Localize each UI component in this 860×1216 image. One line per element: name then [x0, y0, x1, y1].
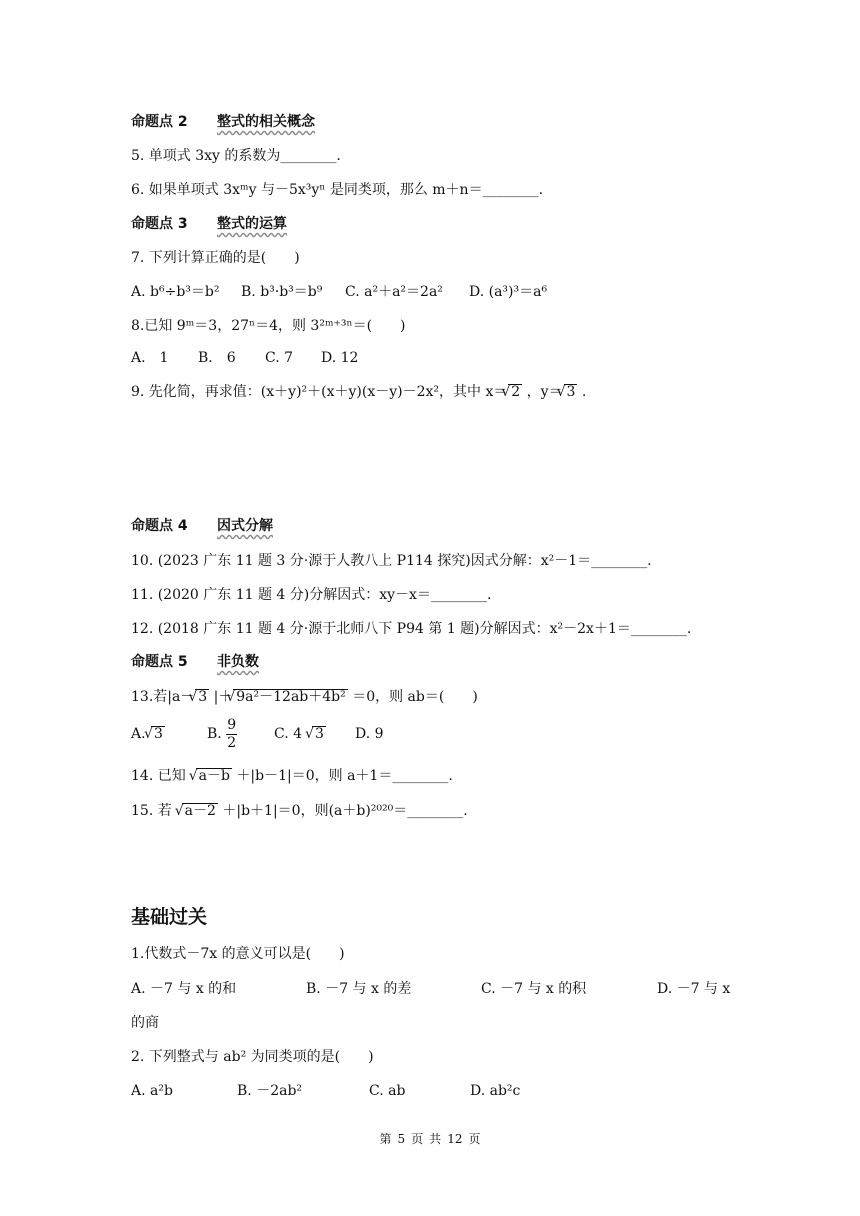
- question-5: 5. 单项式 3xy 的系数为________.: [131, 148, 341, 164]
- basic-question-1: 1.代数式－7x 的意义可以是( ): [131, 946, 345, 962]
- option-a: A. b⁶÷b³＝b²: [131, 284, 220, 300]
- option-b: B. －2ab²: [237, 1083, 303, 1099]
- question-13-text: |＋: [209, 689, 233, 705]
- question-11: 11. (2020 广东 11 题 4 分)分解因式：xy－x＝________.: [131, 587, 492, 603]
- question-8-options: [131, 348, 358, 368]
- question-15: [131, 801, 468, 821]
- denominator: 2: [227, 734, 237, 751]
- question-8: 8.已知 9ᵐ＝3，27ⁿ＝4，则 3²ᵐ⁺³ⁿ＝( ): [131, 318, 406, 334]
- question-14-text: 14. 已知: [131, 768, 186, 784]
- option-d: D. 12: [321, 350, 359, 366]
- question-9-text: ，y＝: [522, 384, 563, 400]
- sqrt-expression: √ 2: [508, 384, 522, 400]
- option-c: C. a²＋a²＝2a²: [345, 284, 443, 300]
- section-heading-4: [131, 516, 273, 536]
- option-d: D. 9: [355, 726, 384, 742]
- numerator: 9: [227, 716, 237, 733]
- option-label: C. 4: [274, 726, 303, 742]
- section-heading-5: [131, 652, 259, 672]
- option-b: B. －7 与 x 的差: [306, 981, 412, 997]
- footer-text: 页: [411, 1132, 424, 1146]
- option-c: C. 7: [265, 350, 294, 366]
- heading-number: 命题点 2: [131, 114, 188, 130]
- sqrt-expression: √ a－2: [182, 803, 218, 819]
- option-d: D. ab²c: [470, 1083, 521, 1099]
- option-c: [274, 716, 355, 752]
- section-heading-2: [131, 112, 315, 132]
- heading-title: 整式的相关概念: [217, 114, 315, 130]
- question-13-options: [131, 716, 384, 752]
- section-heading-3: [131, 214, 287, 234]
- sqrt-expression: √ 3: [564, 384, 578, 400]
- option-b: [207, 716, 274, 752]
- question-15-text: ＋|b＋1|＝0，则(a＋b)²⁰²⁰＝________.: [217, 803, 468, 819]
- question-14-text: ＋|b－1|＝0，则 a＋1＝________.: [231, 768, 453, 784]
- heading-number: 命题点 3: [131, 216, 188, 232]
- current-page-number: 5: [397, 1132, 406, 1146]
- question-13-text: ＝0，则 ab＝( ): [347, 689, 478, 705]
- sqrt-expression: √ 9a²－12ab＋4b²: [233, 689, 347, 705]
- footer-text: 第: [379, 1132, 392, 1146]
- sqrt-expression: √ 3: [312, 726, 326, 742]
- option-d-continuation: 的商: [131, 1015, 159, 1031]
- sqrt-expression: √ 3: [151, 726, 165, 742]
- total-pages: 12: [447, 1132, 463, 1146]
- heading-title: 非负数: [217, 654, 259, 670]
- heading-title: 整式的运算: [217, 216, 287, 232]
- heading-number: 命题点 4: [131, 518, 188, 534]
- basic-question-2: 2. 下列整式与 ab² 为同类项的是( ): [131, 1049, 374, 1065]
- question-10: 10. (2023 广东 11 题 3 分·源于人教八上 P114 探究)因式分解：x²－1＝________.: [131, 553, 652, 569]
- question-9: [131, 382, 586, 402]
- footer-text: 共: [429, 1132, 442, 1146]
- question-9-text: .: [577, 384, 587, 400]
- option-a: A. －7 与 x 的和: [131, 981, 237, 997]
- sqrt-expression: √ 3: [195, 689, 209, 705]
- option-d: D. (a³)³＝a⁶: [469, 284, 548, 300]
- question-15-text: 15. 若: [131, 803, 172, 819]
- option-b: B. 6: [198, 350, 236, 366]
- option-label: B.: [207, 726, 222, 742]
- footer-text: 页: [468, 1132, 481, 1146]
- option-c: C. －7 与 x 的积: [481, 981, 587, 997]
- option-a: A. 1: [131, 350, 169, 366]
- option-b: B. b³·b³＝b⁹: [241, 284, 323, 300]
- question-12: 12. (2018 广东 11 题 4 分·源于北师八下 P94 第 1 题)分解因式：x²－2x＋1＝________.: [131, 621, 692, 637]
- basic-question-2-options: [131, 1081, 520, 1101]
- question-9-text: 9. 先化简，再求值：(x＋y)²＋(x＋y)(x－y)－2x²，其中 x＝: [131, 384, 508, 400]
- section-title: 基础过关: [131, 906, 208, 928]
- fraction: [226, 717, 237, 752]
- heading-number: 命题点 5: [131, 654, 188, 670]
- option-label: A.: [131, 726, 146, 742]
- question-7-options: [131, 282, 547, 302]
- heading-title: 因式分解: [217, 518, 273, 534]
- sqrt-expression: √ a－b: [196, 768, 232, 784]
- basic-question-1-options: [131, 979, 730, 999]
- question-7: 7. 下列计算正确的是( ): [131, 250, 300, 266]
- page-footer: [0, 1130, 860, 1147]
- question-14: [131, 766, 453, 786]
- option-c: C. ab: [369, 1083, 406, 1099]
- question-13-text: 13.若|a－: [131, 689, 195, 705]
- question-13: [131, 687, 478, 707]
- option-a: A. a²b: [131, 1083, 173, 1099]
- question-6: 6. 如果单项式 3xᵐy 与－5x³yⁿ 是同类项，那么 m＋n＝________.: [131, 182, 544, 198]
- option-a: [131, 716, 207, 752]
- option-d: D. －7 与 x: [657, 981, 731, 997]
